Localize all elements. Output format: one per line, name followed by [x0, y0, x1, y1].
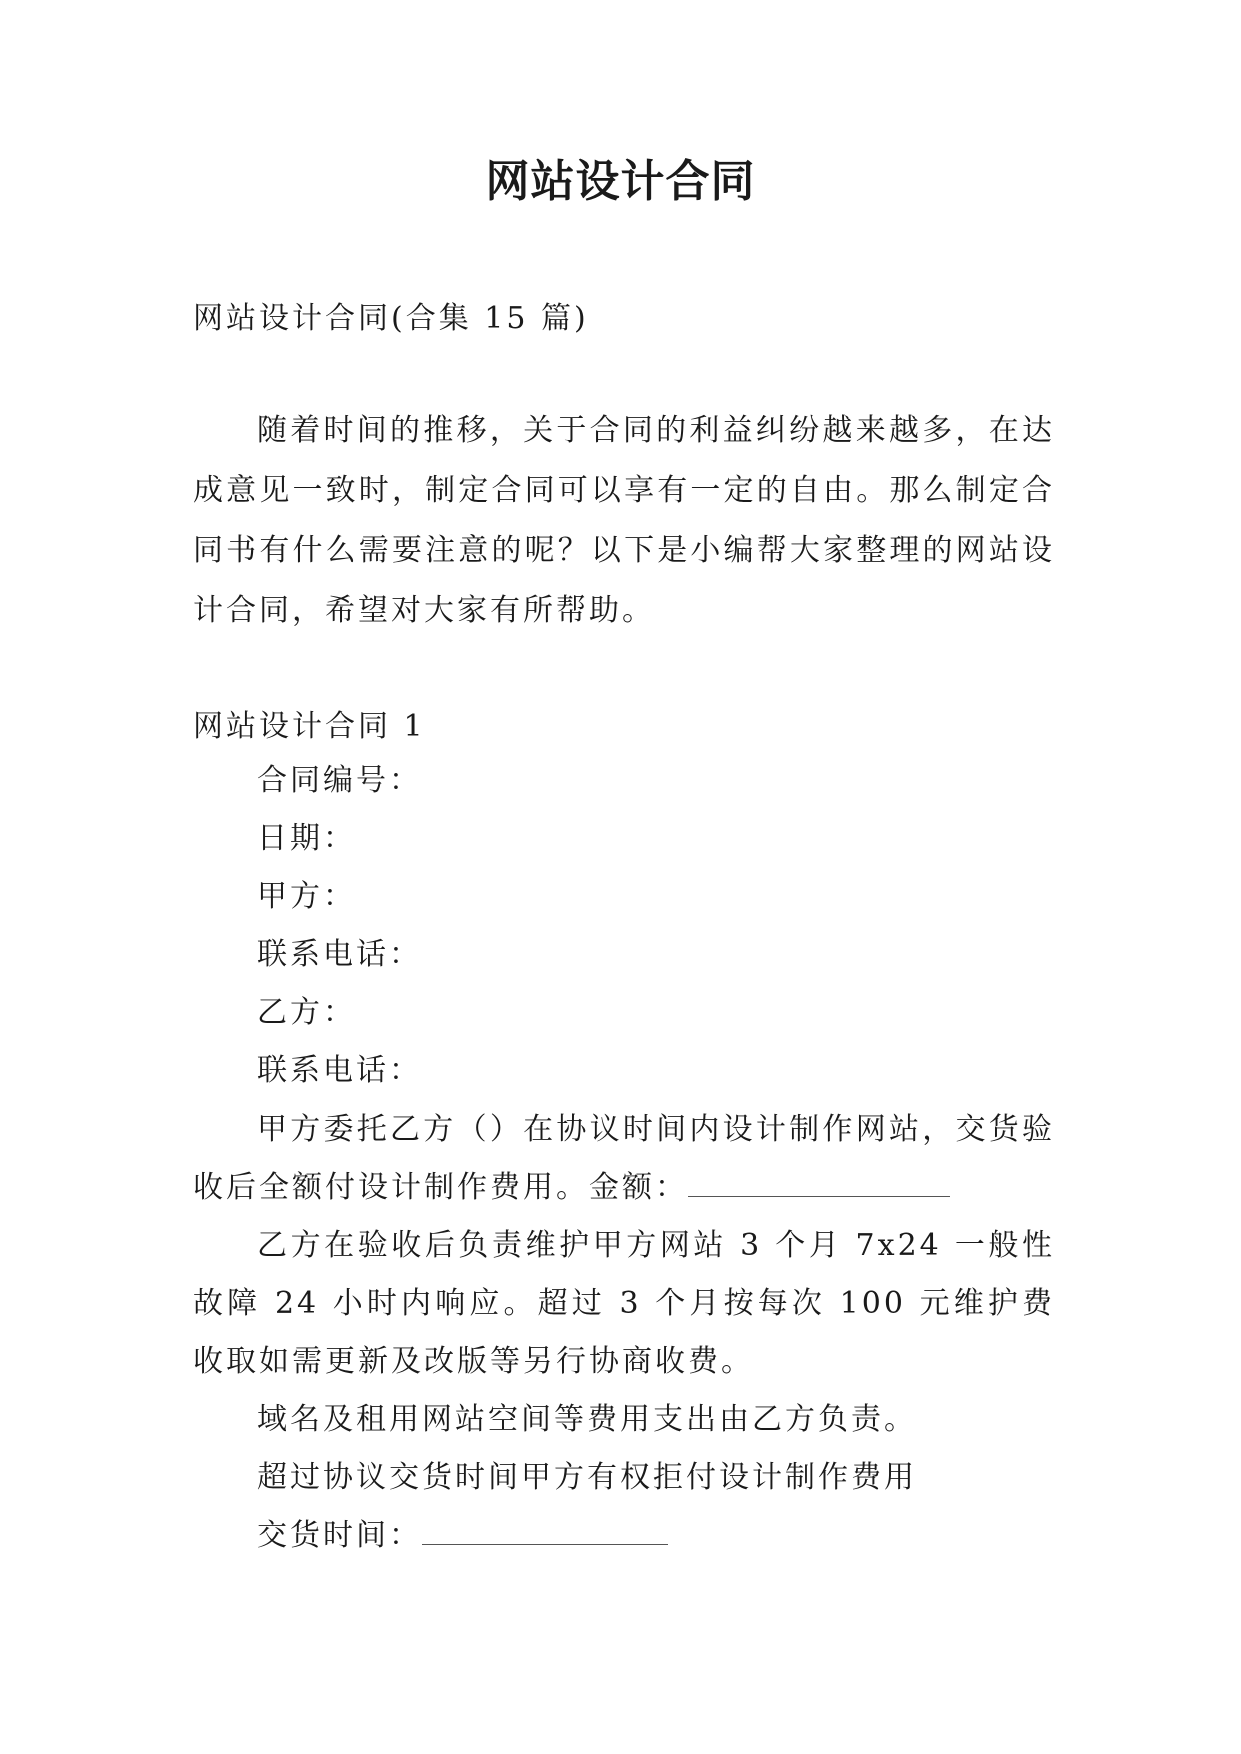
field-date: 日期：	[257, 821, 356, 856]
intro-paragraph: 随着时间的推移，关于合同的利益纠纷越来越多，在达成意见一致时，制定合同可以享有一定的自由。那么制定合同书有什么需要注意的呢？以下是小编帮大家整理的网站设计合同，希望对大家有所帮助。	[193, 413, 1055, 628]
section-heading: 网站设计合同 1	[193, 709, 426, 744]
field-party-a-phone: 联系电话：	[257, 937, 422, 972]
contract-fields	[257, 752, 422, 1100]
term-maintenance: 乙方在验收后负责维护甲方网站 3 个月 7x24 一般性故障 24 小时内响应。超过 3 个月按每次 100 元维护费收取如需更新及改版等另行协商收费。	[193, 1228, 1055, 1379]
field-party-b-phone: 联系电话：	[257, 1053, 422, 1088]
field-contract-number: 合同编号：	[257, 763, 422, 798]
delivery-blank-line	[422, 1522, 668, 1545]
document-subtitle: 网站设计合同(合集 15 篇)	[193, 301, 589, 336]
field-party-b: 乙方：	[257, 995, 356, 1030]
document-title: 网站设计合同	[485, 156, 756, 207]
field-party-a: 甲方：	[257, 879, 356, 914]
term-overdue: 超过协议交货时间甲方有权拒付设计制作费用	[257, 1460, 917, 1495]
term-delivery-text: 交货时间：	[257, 1518, 422, 1553]
term-commission	[193, 1101, 1055, 1217]
term-delivery	[193, 1507, 1055, 1565]
term-domain: 域名及租用网站空间等费用支出由乙方负责。	[257, 1402, 917, 1437]
term-commission-text: 甲方委托乙方（）在协议时间内设计制作网站，交货验收后全额付设计制作费用。金额：	[193, 1112, 1055, 1205]
contract-terms	[193, 1101, 1055, 1565]
amount-blank-line	[688, 1174, 950, 1197]
